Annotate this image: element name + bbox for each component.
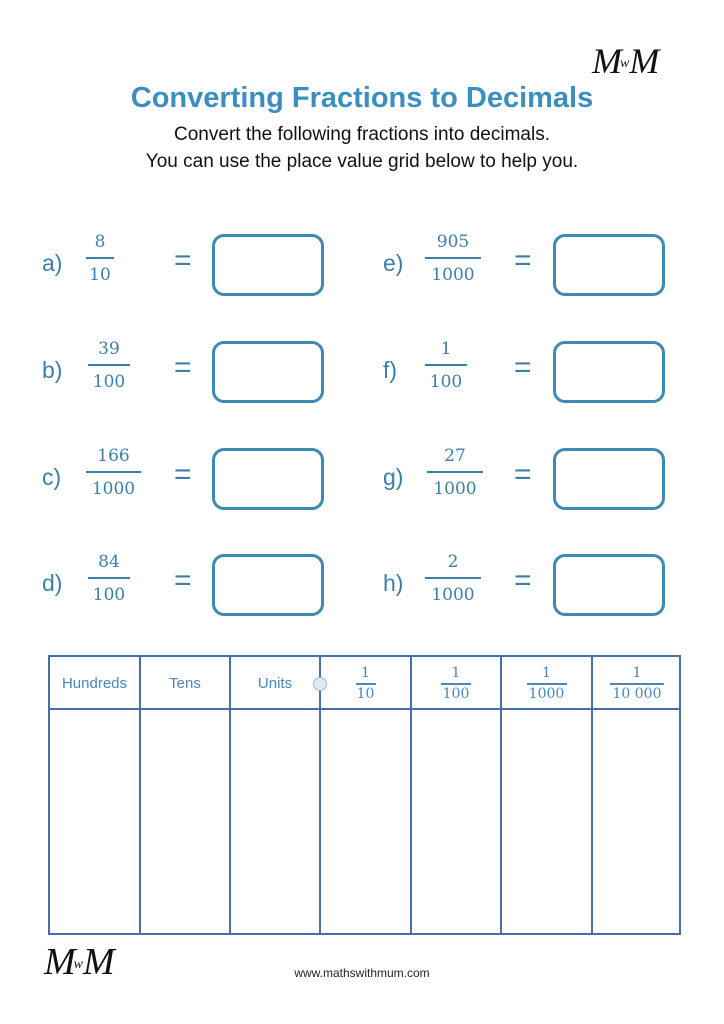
- numerator: 1: [542, 665, 551, 682]
- logo-letter: w: [620, 56, 630, 71]
- fraction: [425, 550, 481, 607]
- denominator: 1000: [528, 685, 565, 702]
- denominator: 100: [429, 372, 463, 392]
- answer-box-g[interactable]: [553, 448, 665, 510]
- fraction-bar: [441, 683, 471, 685]
- denominator: 100: [442, 685, 470, 702]
- question-d: [42, 550, 332, 620]
- numerator: 1: [451, 665, 461, 682]
- fraction: [88, 550, 130, 607]
- question-label: c): [42, 464, 62, 490]
- equals-sign: =: [174, 351, 192, 384]
- question-a: [42, 230, 332, 300]
- numerator: 1: [632, 665, 642, 682]
- equals-sign: =: [514, 564, 532, 597]
- equals-sign: =: [514, 458, 532, 491]
- fraction: [427, 444, 483, 501]
- question-h: [383, 550, 673, 620]
- numerator: 905: [436, 232, 470, 252]
- logo-letter: w: [73, 957, 83, 972]
- logo-letter: M: [592, 41, 620, 81]
- question-label: f): [383, 357, 398, 383]
- fraction: [425, 230, 481, 287]
- question-c: [42, 444, 332, 514]
- question-f: [383, 337, 673, 407]
- fraction-bar: [427, 471, 483, 473]
- fraction: [86, 230, 114, 287]
- instruction-line-2: You can use the place value grid below to help you.: [145, 151, 579, 172]
- numerator: 8: [94, 232, 106, 252]
- fraction-bar: [86, 471, 141, 473]
- instruction-line-1: Convert the following fractions into decimals.: [174, 124, 550, 145]
- question-label: b): [42, 357, 63, 383]
- question-label: e): [383, 250, 404, 276]
- footer-url: www.mathswithmum.com: [294, 966, 430, 980]
- denominator: 10: [89, 265, 111, 285]
- numerator: 2: [447, 552, 459, 572]
- grid-header-ten-thousandths: [593, 657, 681, 710]
- question-label: d): [42, 570, 63, 596]
- question-g: [383, 444, 673, 514]
- grid-header-hundreds: Hundreds: [61, 675, 128, 692]
- question-label: a): [42, 250, 63, 276]
- fraction-bar: [527, 683, 567, 685]
- equals-sign: =: [514, 244, 532, 277]
- denominator: 1000: [91, 479, 136, 499]
- numerator: 1: [361, 665, 370, 682]
- grid-header-tens: Tens: [169, 675, 201, 692]
- numerator: 84: [98, 552, 120, 572]
- fraction-bar: [425, 364, 467, 366]
- question-label: h): [383, 570, 404, 596]
- denominator: 10 000: [612, 685, 662, 702]
- fraction: [425, 337, 467, 394]
- grid-header-hundredths: [412, 657, 500, 710]
- answer-box-b[interactable]: [212, 341, 324, 403]
- logo-letter: M: [629, 41, 658, 81]
- denominator: 1000: [431, 265, 475, 285]
- page-title: Converting Fractions to Decimals: [130, 82, 594, 114]
- numerator: 166: [97, 446, 130, 466]
- numerator: 1: [440, 339, 452, 359]
- fraction-bar: [88, 577, 130, 579]
- answer-box-a[interactable]: [212, 234, 324, 296]
- fraction: [86, 444, 141, 501]
- grid-header-tenths: [321, 657, 410, 710]
- fraction-bar: [88, 364, 130, 366]
- denominator: 10: [356, 685, 375, 702]
- grid-header-units: Units: [257, 675, 293, 692]
- grid-header-thousandths: [502, 657, 591, 710]
- fraction-bar: [86, 257, 114, 259]
- equals-sign: =: [174, 458, 192, 491]
- denominator: 100: [92, 585, 126, 605]
- equals-sign: =: [174, 244, 192, 277]
- maths-with-mum-logo: [592, 40, 657, 82]
- question-label: g): [383, 464, 404, 490]
- question-b: [42, 337, 332, 407]
- place-value-grid: [48, 655, 681, 935]
- answer-box-f[interactable]: [553, 341, 665, 403]
- decimal-point-icon: [313, 677, 327, 691]
- logo-letter: M: [44, 941, 74, 983]
- denominator: 1000: [431, 585, 475, 605]
- fraction-bar: [425, 577, 481, 579]
- answer-box-h[interactable]: [553, 554, 665, 616]
- denominator: 1000: [433, 479, 477, 499]
- answer-box-e[interactable]: [553, 234, 665, 296]
- question-e: [383, 230, 673, 300]
- answer-box-d[interactable]: [212, 554, 324, 616]
- numerator: 39: [98, 339, 120, 359]
- answer-box-c[interactable]: [212, 448, 324, 510]
- numerator: 27: [444, 446, 466, 466]
- fraction-bar: [425, 257, 481, 259]
- equals-sign: =: [514, 351, 532, 384]
- denominator: 100: [92, 372, 126, 392]
- logo-letter: M: [83, 941, 113, 983]
- fraction: [88, 337, 130, 394]
- equals-sign: =: [174, 564, 192, 597]
- fraction-bar: [610, 683, 664, 685]
- fraction-bar: [356, 683, 376, 685]
